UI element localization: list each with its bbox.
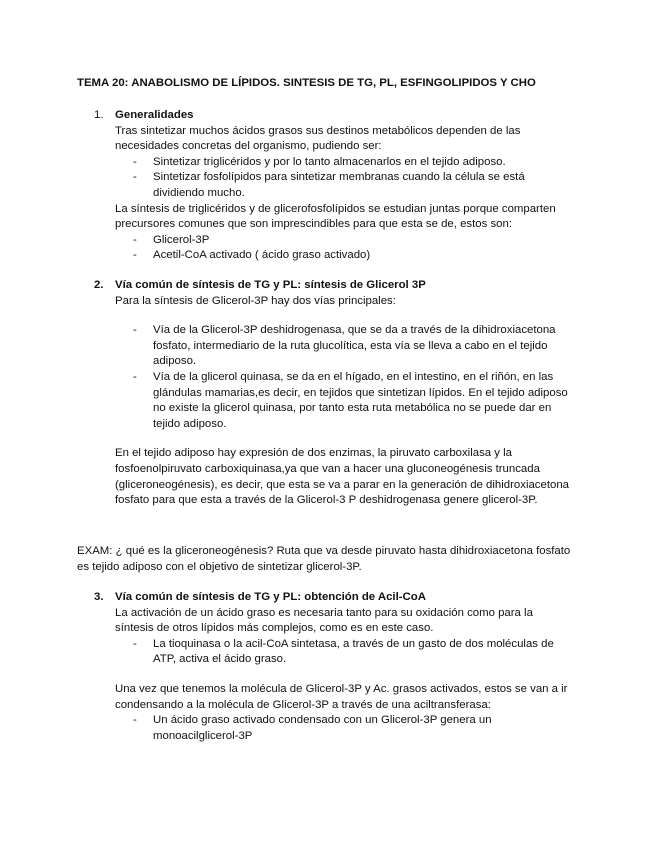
list-item-text: Sintetizar fosfolípidos para sintetizar membranas cuando la célula se está dividiendo mucho. xyxy=(153,171,525,199)
bullet-dash: - xyxy=(133,370,137,383)
paragraph: Para la síntesis de Glicerol-3P hay dos vías principales: xyxy=(115,294,396,307)
bullet-list xyxy=(115,323,574,432)
list-item xyxy=(115,170,574,201)
bullet-dash: - xyxy=(133,155,137,168)
bullet-dash: - xyxy=(133,171,137,184)
bullet-dash: - xyxy=(133,714,137,727)
bullet-dash: - xyxy=(133,233,137,246)
paragraph: En el tejido adiposo hay expresión de dos enzimas, la piruvato carboxilasa y la fosfoenolpiruvato carboxiquinasa,ya que van a hacer una gluconeogénesis truncada (gliceroneogénesis), es decir, que esta se va a parar en la generación de dihidroxiacetona fosfato para que esta a través de la Glicerol-3 P deshidrogenasa genere glicerol-3P. xyxy=(115,447,570,507)
list-item-text: Un ácido graso activado condensado con un Glicerol-3P genera un monoacilglicerol-3P xyxy=(153,714,492,742)
list-item-text: Acetil-CoA activado ( ácido graso activado) xyxy=(153,249,371,262)
paragraph: Tras sintetizar muchos ácidos grasos sus destinos metabólicos dependen de las necesidades concretas del organismo, pudiendo ser: xyxy=(115,124,521,153)
section-generalidades xyxy=(94,108,574,264)
section-heading xyxy=(94,590,574,606)
paragraph: La síntesis de triglicéridos y de glicerofosfolípidos se estudian juntas porque comparten precursores comunes que son imprescindibles para que esta se de, estos son: xyxy=(115,202,556,231)
section-number: 1. xyxy=(94,109,104,121)
list-item-text: Vía de la glicerol quinasa, se da en el hígado, en el intestino, en el riñón, en las glándulas mamarias,es decir, en tejidos que sintetizan lípidos. En el tejido adiposo no existe la glicerol quinasa, por tanto esta ruta metabólica no se puede dar en tejido adiposo. xyxy=(153,370,568,430)
section-acil-coa xyxy=(94,590,574,744)
bullet-list xyxy=(115,155,574,202)
exam-note: EXAM: ¿ qué es la gliceroneogénesis? Ruta que va desde piruvato hasta dihidroxiacetona fosfato es tejido adiposo con el objetivo de sintetizar glicerol-3P. xyxy=(77,545,571,573)
section-number: 3. xyxy=(94,591,104,603)
document-title: TEMA 20: ANABOLISMO DE LÍPIDOS. SINTESIS DE TG, PL, ESFINGOLIPIDOS Y CHO xyxy=(77,77,536,89)
list-item xyxy=(115,233,574,249)
section-title: Vía común de síntesis de TG y PL: obtención de Acil-CoA xyxy=(115,591,426,603)
bullet-list xyxy=(115,637,574,668)
paragraph: Una vez que tenemos la molécula de Glicerol-3P y Ac. grasos activados, estos se van a ir condensando a la molécula de Glicerol-3P a través de una aciltransferasa: xyxy=(115,682,568,711)
list-item xyxy=(115,323,574,370)
list-item-text: Glicerol-3P xyxy=(153,233,210,246)
list-item-text: Vía de la Glicerol-3P deshidrogenasa, que se da a través de la dihidroxiacetona fosfato, intermediario de la ruta glucolítica, esta vía se lleva a cabo en el tejido adiposo. xyxy=(153,324,556,368)
list-item xyxy=(115,370,574,432)
list-item-text: La tioquinasa o la acil-CoA sintetasa, a través de un gasto de dos moléculas de ATP, activa el ácido graso. xyxy=(153,637,554,666)
list-item xyxy=(115,637,574,668)
paragraph: La activación de un ácido graso es necesaria tanto para su oxidación como para la síntesis de otros lípidos más complejos, como es en este caso. xyxy=(115,606,533,635)
bullet-dash: - xyxy=(133,249,137,262)
bullet-list xyxy=(115,713,574,744)
bullet-dash: - xyxy=(133,637,137,650)
section-heading xyxy=(94,278,574,294)
bullet-list xyxy=(115,233,574,264)
section-heading xyxy=(94,108,574,124)
section-title: Vía común de síntesis de TG y PL: síntesis de Glicerol 3P xyxy=(115,279,426,291)
section-number: 2. xyxy=(94,279,104,291)
section-glicerol-3p xyxy=(94,278,574,509)
list-item xyxy=(115,713,574,744)
list-item xyxy=(115,155,574,171)
list-item-text: Sintetizar triglicéridos y por lo tanto almacenarlos en el tejido adiposo. xyxy=(153,155,506,168)
list-item xyxy=(115,248,574,264)
section-title: Generalidades xyxy=(115,109,194,121)
bullet-dash: - xyxy=(133,324,137,337)
